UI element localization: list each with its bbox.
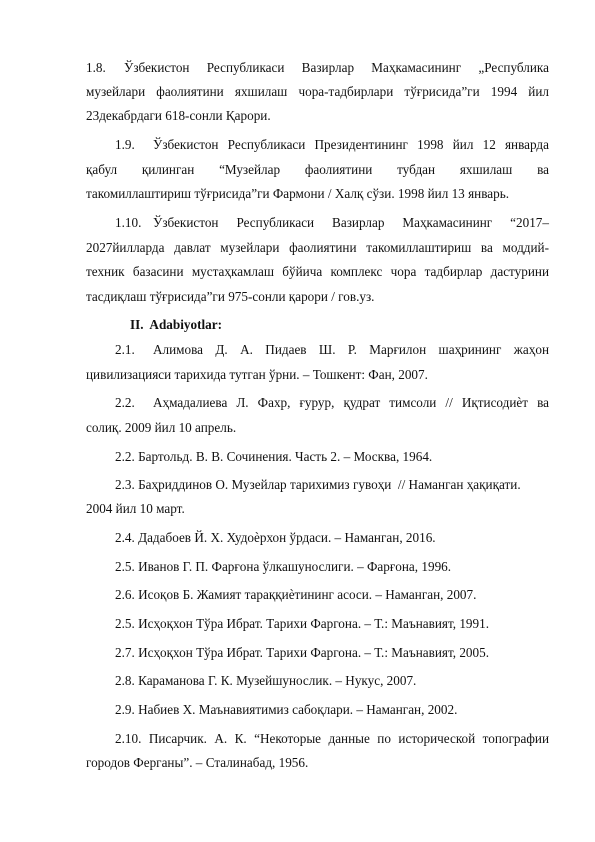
decree-1-9-text-1: Ўзбекистон Республикаси Президентининг 1998 йил 12 январда bbox=[153, 137, 549, 152]
decree-1-10-text-2: 2027йилларда давлат музейлари фаолиятини такомиллаштириш ва моддий- bbox=[86, 240, 549, 255]
decree-1-10-line-1 bbox=[115, 215, 549, 231]
decree-1-10-text-1: Ўзбекистон Республикаси Вазирлар Маҳкамасининг “2017– bbox=[153, 215, 549, 230]
decree-1-10-number: 1.10. bbox=[115, 215, 142, 230]
lit-ivanov: 2.5. Иванов Г. П. Фарғона ўлкашунослиги. – Фарғона, 1996. bbox=[115, 559, 452, 574]
decree-1-8-line-3 bbox=[86, 108, 549, 124]
decree-1-10-line-2 bbox=[86, 240, 549, 256]
lit-2-2-text-2: солиқ. 2009 йил 10 апрель. bbox=[86, 420, 237, 435]
decree-1-8-text-2: музейлари фаолиятини яхшилаш чора-тадбирлари тўғрисида”ги 1994 йил bbox=[86, 84, 549, 99]
decree-1-8-line-2 bbox=[86, 84, 549, 100]
lit-2-2-number: 2.2. bbox=[115, 395, 135, 410]
decree-1-9-text-3: такомиллаштириш тўғрисида”ги Фармони / Халқ сўзи. 1998 йил 13 январь. bbox=[86, 186, 510, 201]
lit-nabiev: 2.9. Набиев Х. Маънавиятимиз сабоқлари. – Наманган, 2002. bbox=[115, 702, 458, 717]
lit-ibrat-2005: 2.7. Исҳоқхон Тўра Ибрат. Тарихи Фаргона. – Т.: Маънавият, 2005. bbox=[115, 645, 489, 660]
decree-1-9-line-2 bbox=[86, 162, 549, 178]
lit-2-1-text-2: цивилизацияси тарихида тутган ўрни. – Тошкент: Фан, 2007. bbox=[86, 367, 428, 382]
lit-2-2-line-1 bbox=[115, 395, 549, 411]
lit-bartold: 2.2. Бартольд. В. В. Сочинения. Часть 2. – Москва, 1964. bbox=[115, 449, 433, 464]
decree-1-10-line-3 bbox=[86, 264, 549, 280]
lit-pisarchik-line-1: 2.10. Писарчик. А. К. “Некоторые данные по исторической топографии bbox=[115, 731, 549, 746]
decree-1-10-text-3: техник базасини мустаҳкамлаш бўйича комплекс чора тадбирлар дастурини bbox=[86, 264, 549, 279]
lit-bahriddinov-line-2: 2004 йил 10 март. bbox=[86, 501, 185, 516]
lit-bahriddinov-line-1: 2.3. Баҳриддинов О. Музейлар тарихимиз гувоҳи // Наманган ҳақиқати. bbox=[115, 477, 521, 492]
lit-karamanova: 2.8. Караманова Г. К. Музейшунослик. – Нукус, 2007. bbox=[115, 673, 417, 688]
lit-2-1-line-2 bbox=[86, 367, 549, 383]
decree-1-8-text-3: 23декабрдаги 618-сонли Қарори. bbox=[86, 108, 271, 123]
lit-2-2-line-2 bbox=[86, 420, 549, 436]
lit-isoqov: 2.6. Исоқов Б. Жамият тараққиѐтининг асоси. – Наманган, 2007. bbox=[115, 587, 477, 602]
decree-1-9-line-3 bbox=[86, 186, 549, 202]
decree-1-8-number: 1.8. bbox=[86, 60, 106, 75]
lit-pisarchik-line-2: городов Ферганы”. – Сталинабад, 1956. bbox=[86, 755, 309, 770]
decree-1-10-text-4: тасдиқлаш тўғрисида”ги 975-сонли қарори / гов.уз. bbox=[86, 289, 375, 304]
decree-1-9-number: 1.9. bbox=[115, 137, 135, 152]
lit-2-1-text-1: Алимова Д. А. Пидаев Ш. Р. Марғилон шаҳрининг жаҳон bbox=[153, 342, 549, 357]
decree-1-8-text-1: Ўзбекистон Республикаси Вазирлар Маҳкамасининг „Республика bbox=[124, 60, 549, 75]
lit-2-2-text-1: Аҳмадалиева Л. Фахр, ғурур, қудрат тимсоли // Иқтисодиѐт ва bbox=[153, 395, 549, 410]
lit-ibrat-1991: 2.5. Исҳоқхон Тўра Ибрат. Тарихи Фаргона. – Т.: Маънавият, 1991. bbox=[115, 616, 489, 631]
lit-2-1-number: 2.1. bbox=[115, 342, 135, 357]
decree-1-8-line-1 bbox=[86, 60, 549, 76]
decree-1-9-text-2: қабул қилинган “Музейлар фаолиятини тубдан яхшилаш ва bbox=[86, 162, 549, 177]
decree-1-9-line-1 bbox=[115, 137, 549, 153]
decree-1-10-line-4 bbox=[86, 289, 549, 305]
lit-2-1-line-1 bbox=[115, 342, 549, 358]
lit-dadaboev: 2.4. Дадабоев Й. Х. Худоѐрхон ўрдаси. – Наманган, 2016. bbox=[115, 530, 436, 545]
section-heading: II. Adabiyotlar: bbox=[130, 317, 222, 332]
